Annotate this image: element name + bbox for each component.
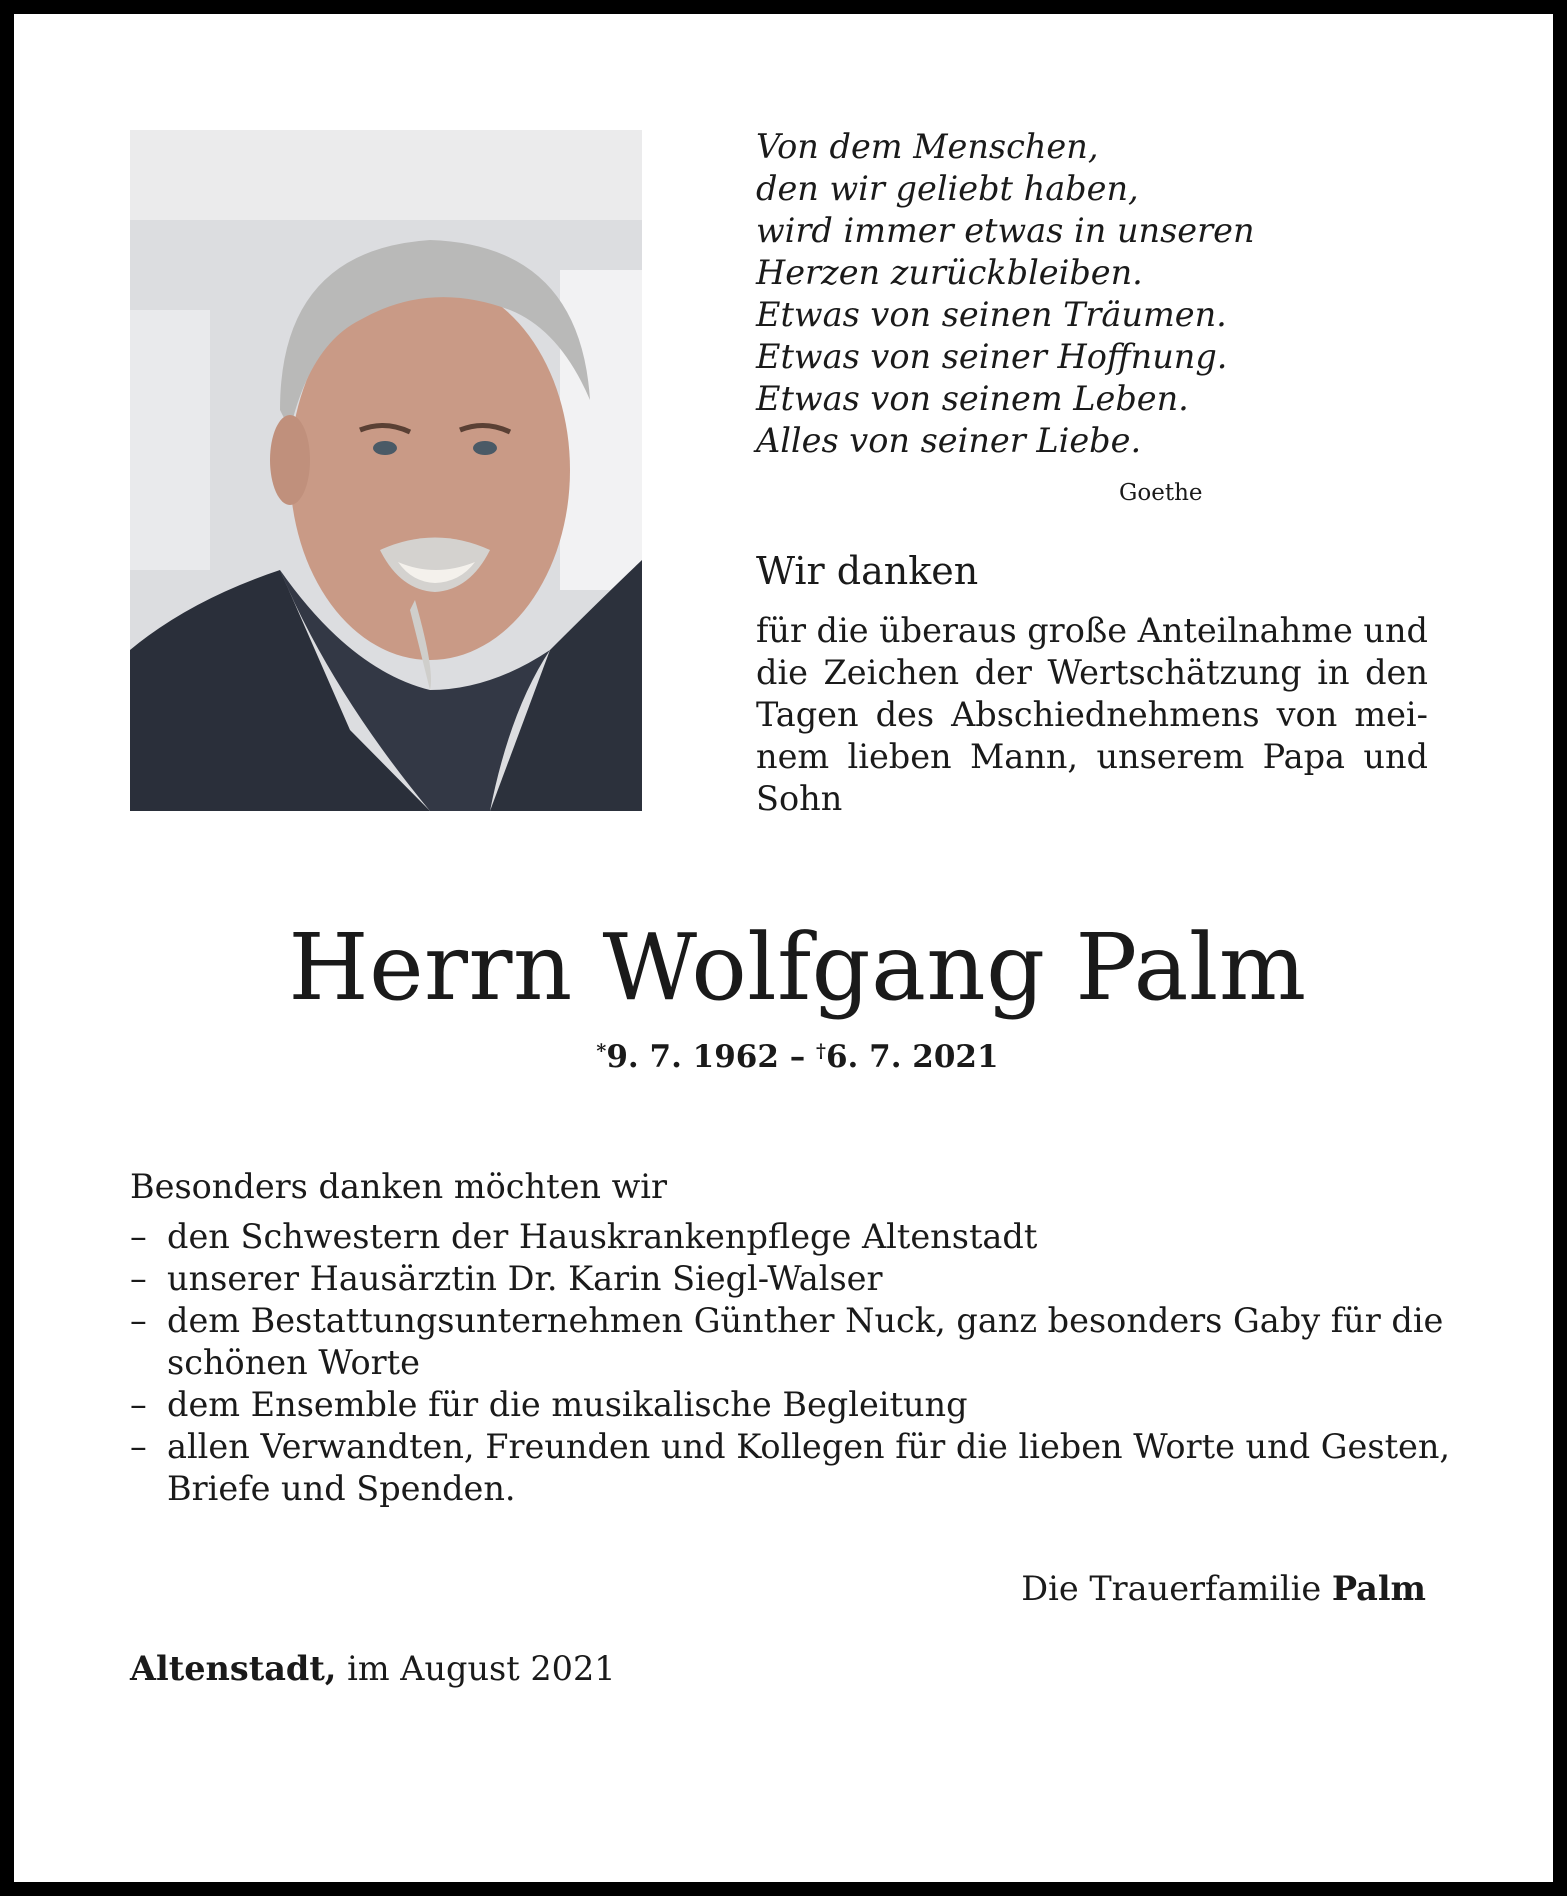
thanks-word: lieben <box>847 737 952 776</box>
poem-line: Etwas von seinem Leben. <box>756 379 1189 418</box>
thanks-word: für <box>756 611 806 650</box>
thanks-word: in <box>1317 653 1350 692</box>
list-dash: – <box>130 1217 147 1256</box>
poem <box>756 126 1255 462</box>
thanks-word: des <box>875 695 935 734</box>
family-name: Palm <box>1331 1569 1426 1608</box>
thanks-line <box>756 610 1428 652</box>
thanks-word: Wertschätzung <box>1047 653 1302 692</box>
poem-author: Goethe <box>1119 480 1203 506</box>
list-item <box>130 1300 1444 1384</box>
poem-line: wird immer etwas in unseren <box>756 211 1255 250</box>
poem-line: Von dem Menschen, <box>756 127 1099 166</box>
thanks-word: die <box>756 653 808 692</box>
list-item <box>130 1258 1430 1300</box>
poem-line: Alles von seiner Liebe. <box>756 421 1142 460</box>
list-item-text: allen Verwandten, Freunden und Kollegen für die lieben Worte und Gesten, <box>167 1427 1451 1466</box>
thanks-word: Anteilnahme <box>1137 611 1353 650</box>
thanks-word: unserem <box>1096 737 1245 776</box>
thanks-word: der <box>974 653 1032 692</box>
signature-prefix: Die Trauerfamilie <box>1021 1569 1322 1608</box>
thanks-word: Papa <box>1262 737 1346 776</box>
special-thanks-intro: Besonders danken möchten wir <box>130 1167 668 1206</box>
thanks-word: den <box>1365 653 1428 692</box>
thanks-paragraph <box>756 610 1428 820</box>
special-thanks-list <box>130 1216 1451 1510</box>
list-item-text: dem Ensemble für die musikalische Begleitung <box>167 1385 968 1424</box>
place-name: Altenstadt, <box>130 1649 337 1688</box>
date-separator: – <box>778 1039 817 1075</box>
list-dash: – <box>130 1385 147 1424</box>
thanks-word: überaus <box>879 611 1017 650</box>
thanks-word: große <box>1027 611 1128 650</box>
date-text: im August 2021 <box>347 1649 616 1688</box>
thanks-word: und <box>1363 611 1428 650</box>
list-dash: – <box>130 1259 147 1298</box>
life-dates <box>14 1039 1567 1075</box>
poem-line: Etwas von seinen Träumen. <box>756 295 1227 334</box>
thanks-word: die <box>816 611 869 650</box>
list-dash: – <box>130 1301 147 1340</box>
list-item-text: schönen Worte <box>167 1343 420 1382</box>
death-symbol: † <box>816 1040 826 1062</box>
list-item <box>130 1216 1430 1258</box>
list-item-text: unserer Hausärztin Dr. Karin Siegl-Walser <box>167 1259 883 1298</box>
thanks-line <box>756 694 1428 736</box>
list-item-text: dem Bestattungsunternehmen Günther Nuck, ganz besonders Gaby für die <box>167 1301 1444 1340</box>
thanks-word: Zeichen <box>823 653 960 692</box>
obituary-page <box>14 14 1553 1882</box>
place-date <box>130 1649 616 1688</box>
birth-date: 9. 7. 1962 <box>606 1039 779 1075</box>
thanks-line-text: Sohn <box>756 779 843 818</box>
list-item-text: den Schwestern der Hauskrankenpflege Altenstadt <box>167 1217 1038 1256</box>
thanks-word: Abschiednehmens <box>951 695 1260 734</box>
family-signature <box>1021 1569 1426 1608</box>
death-date: 6. 7. 2021 <box>825 1039 999 1075</box>
list-dash: – <box>130 1427 147 1466</box>
portrait-photo <box>130 130 642 811</box>
poem-line: den wir geliebt haben, <box>756 169 1139 208</box>
list-item-text: Briefe und Spenden. <box>167 1469 516 1508</box>
thanks-word: von <box>1276 695 1338 734</box>
thanks-line <box>756 652 1428 694</box>
thanks-line <box>756 778 1428 820</box>
thanks-word: und <box>1363 737 1428 776</box>
thanks-title: Wir danken <box>756 549 979 593</box>
thanks-word: Tagen <box>756 695 859 734</box>
portrait-illustration <box>130 130 642 811</box>
list-item <box>130 1426 1451 1510</box>
thanks-word: mei- <box>1354 695 1428 734</box>
birth-symbol: * <box>596 1040 607 1062</box>
thanks-word: nem <box>756 737 830 776</box>
list-item <box>130 1384 1430 1426</box>
thanks-line <box>756 736 1428 778</box>
thanks-word: Mann, <box>970 737 1079 776</box>
deceased-name: Herrn Wolfgang Palm <box>288 914 1307 1021</box>
poem-line: Herzen zurückbleiben. <box>756 253 1143 292</box>
poem-line: Etwas von seiner Hoffnung. <box>756 337 1228 376</box>
